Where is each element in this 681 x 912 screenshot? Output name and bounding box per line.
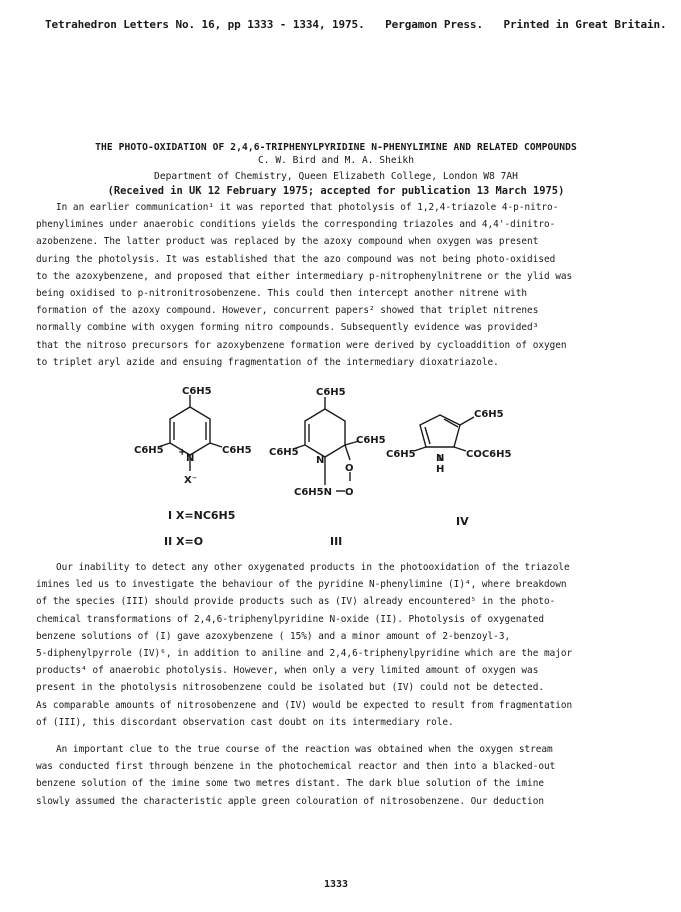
label-s1-left: C6H5 [134, 445, 164, 456]
text-line: As comparable amounts of nitrosobenzene and (IV) would be expected to result from fragmentation [36, 699, 573, 711]
chemical-structures [134, 385, 530, 555]
running-header [45, 18, 667, 31]
text-line: present in the photolysis nitrosobenzene could be isolated but (IV) could not be detected. [36, 682, 544, 694]
label-s3-top: C6H5 [316, 387, 346, 398]
page-number: 1333 [323, 879, 349, 890]
text-line: 5-diphenylpyrrole (IV)⁶, in addition to aniline and 2,4,6-triphenylpyridine which are the major [36, 648, 573, 660]
text-line: Our inability to detect any other oxygenated products in the photooxidation of the triazole [56, 562, 570, 573]
caption-iii: III [330, 535, 343, 548]
label-s3-o2: O [345, 487, 354, 498]
text-line: of (III), this discordant observation cast doubt on its intermediary role. [36, 716, 454, 728]
label-s4-n: N [436, 453, 445, 464]
label-s3-n: N [316, 455, 325, 466]
label-s1-plus: + [178, 447, 187, 458]
label-s4-top: C6H5 [474, 409, 504, 420]
received-dates: (Received in UK 12 February 1975; accepted for publication 13 March 1975) [107, 185, 565, 197]
label-s3-o1: O [345, 463, 354, 474]
text-line: slowly assumed the characteristic apple green colouration of nitrosobenzene. Our deduction [36, 795, 544, 807]
label-s4-left: C6H5 [386, 449, 416, 460]
article-title: THE PHOTO-OXIDATION OF 2,4,6-TRIPHENYLPYRIDINE N-PHENYLIMINE AND RELATED COMPOUNDS [95, 142, 577, 153]
caption-ii: II X=O [164, 535, 204, 548]
text-line: during the photolysis. It was established that the azo compound was not being photo-oxidised [36, 253, 556, 265]
pyridine-ring-3 [305, 409, 345, 457]
text-line: that the nitroso precursors for azoxybenzene formation were derived by cycloaddition of oxygen [36, 339, 567, 351]
label-s1-top: C6H5 [182, 386, 212, 397]
text-line: to triplet aryl azide and ensuing fragmentation of the intermediary dioxatriazole. [36, 356, 499, 368]
paragraph-1 [36, 199, 638, 371]
text-line: imines led us to investigate the behaviour of the pyridine N-phenylimine (I)⁴, where breakdown [36, 579, 567, 591]
label-s3-nph: C6H5N [294, 487, 332, 498]
text-line: chemical transformations of 2,4,6-triphenylpyridine N-oxide (II). Photolysis of oxygenated [36, 613, 544, 625]
label-s3-left: C6H5 [269, 447, 299, 458]
text-line: normally combine with oxygen forming nitro compounds. Subsequently evidence was provided³ [36, 322, 539, 334]
text-line: benzene solutions of (I) gave azoxybenzene ( 15%) and a minor amount of 2-benzoyl-3, [36, 630, 511, 642]
paragraph-3 [36, 741, 638, 810]
text-line: being oxidised to p-nitronitrosobenzene. This could then intercept another nitrene with [36, 288, 528, 300]
structure-figure [134, 385, 530, 555]
authors: C. W. Bird and M. A. Sheikh [258, 155, 414, 166]
text-line: of the species (III) should provide products such as (IV) already encountered⁵ in the photo- [36, 596, 556, 608]
journal-citation: Tetrahedron Letters No. 16, pp 1333 - 1334, 1975. [45, 18, 365, 31]
caption-iv: IV [456, 515, 469, 528]
text-line: benzene solution of the imine some two metres distant. The dark blue solution of the imine [36, 778, 544, 790]
paragraph-2 [36, 559, 638, 731]
text-line: An important clue to the true course of the reaction was obtained when the oxygen stream [56, 744, 553, 755]
text-line: azobenzene. The latter product was replaced by the azoxy compound when oxygen was present [36, 236, 539, 248]
label-s1-right: C6H5 [222, 445, 252, 456]
label-s1-n: N [186, 453, 195, 464]
publisher: Pergamon Press. [385, 18, 483, 31]
caption-i: I X=NC6H5 [168, 509, 236, 522]
text-line: to the azoxybenzene, and proposed that either intermediary p-nitrophenylnitrene or the ylid was [36, 270, 573, 282]
affiliation: Department of Chemistry, Queen Elizabeth College, London W8 7AH [154, 171, 518, 182]
label-s4-right: COC6H5 [466, 449, 512, 460]
label-s1-x: X⁻ [184, 475, 197, 486]
text-line: formation of the azoxy compound. However, concurrent papers² showed that triplet nitrenes [36, 305, 539, 317]
label-s4-h: H [436, 464, 445, 475]
text-line: was conducted first through benzene in the photochemical reactor and then into a blacked-out [36, 761, 556, 773]
pyridine-ring-1 [170, 407, 210, 455]
printed-in: Printed in Great Britain. [503, 18, 667, 31]
label-s3-right: C6H5 [356, 435, 386, 446]
text-line: products⁴ of anaerobic photolysis. However, when only a very limited amount of oxygen was [36, 665, 539, 677]
text-line: In an earlier communication¹ it was reported that photolysis of 1,2,4-triazole 4-p-nitro- [56, 202, 559, 213]
text-line: phenylimines under anaerobic conditions yields the corresponding triazoles and 4,4'-dinitro- [36, 219, 556, 231]
